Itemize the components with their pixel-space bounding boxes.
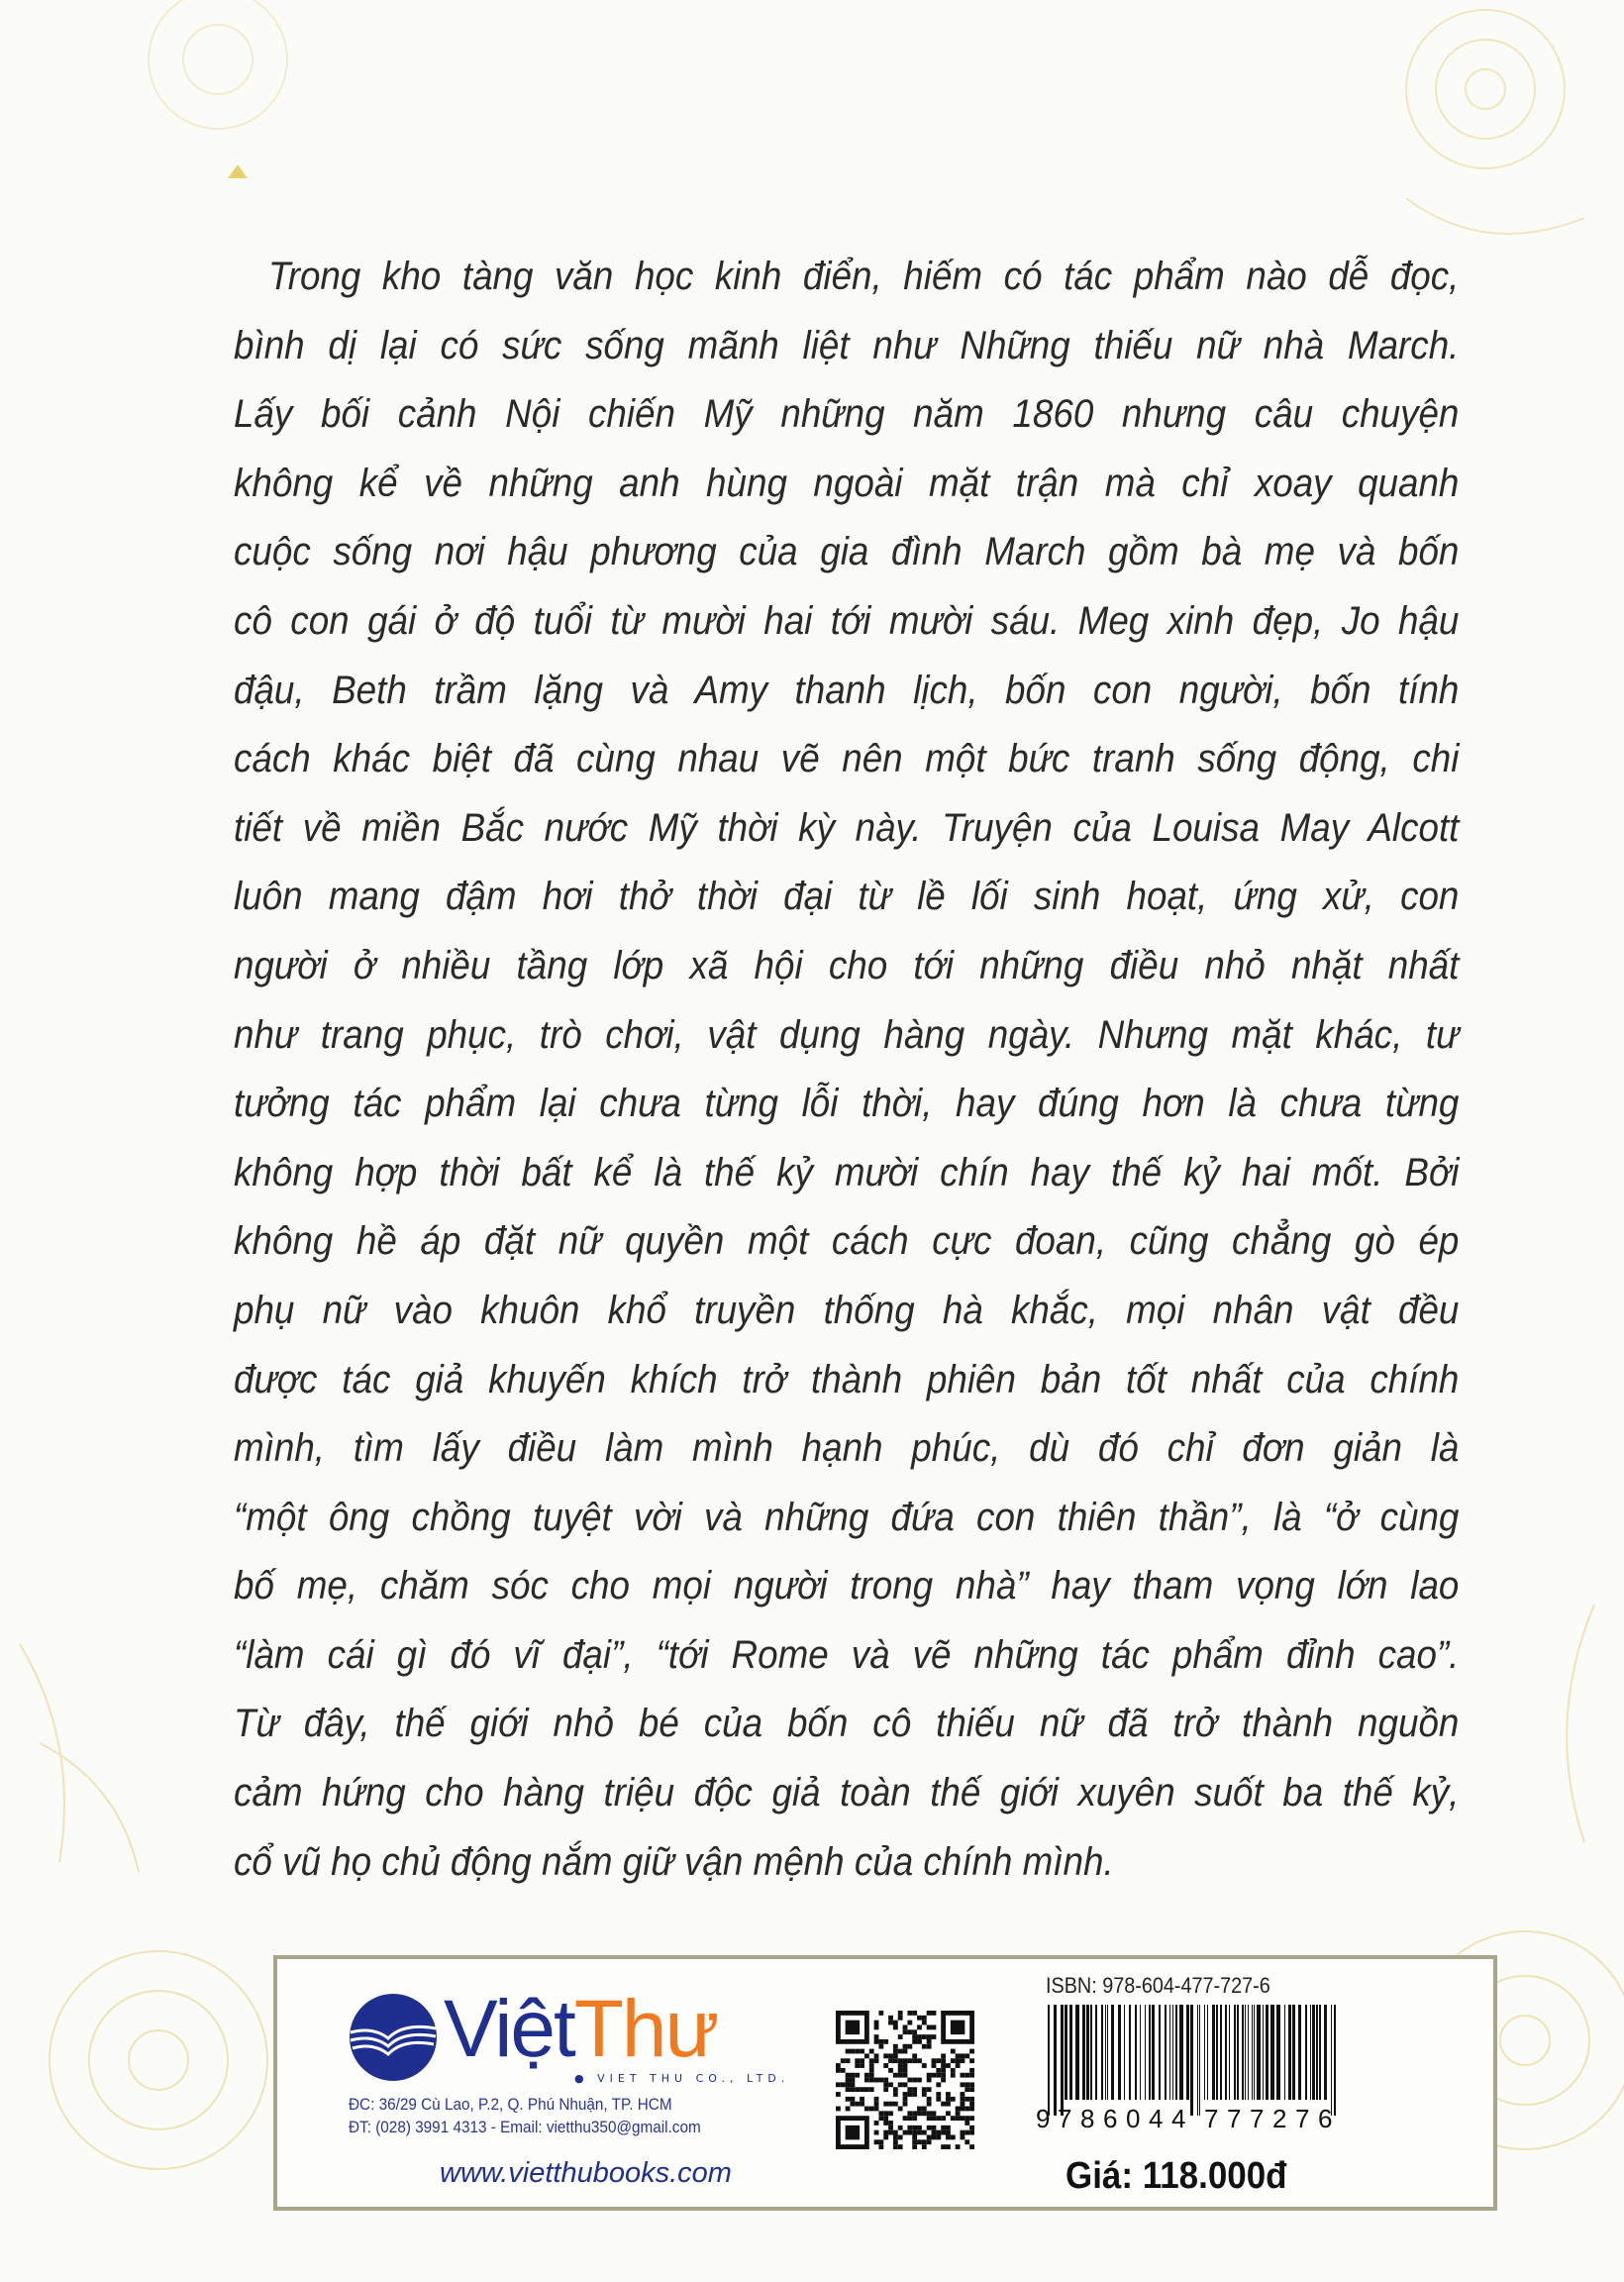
barcode-bar — [1242, 2005, 1244, 2100]
description-line: bố mẹ, chăm sóc cho mọi người trong nhà” hay tham vọng lớn lao — [234, 1564, 1460, 1608]
barcode-bar — [1237, 2005, 1239, 2100]
barcode-bar — [1245, 2005, 1246, 2100]
barcode-digit: 2 — [1272, 2104, 1287, 2131]
barcode-digit: 4 — [1149, 2104, 1164, 2131]
barcode-bar — [1065, 2005, 1067, 2100]
description-line: không kể về những anh hùng ngoài mặt trận mà chỉ xoay quanh — [234, 461, 1460, 505]
description-line: cuộc sống nơi hậu phương của gia đình March gồm bà mẹ và bốn — [234, 530, 1460, 574]
barcode-bar — [1334, 2005, 1336, 2116]
barcode-bar — [1216, 2005, 1218, 2100]
description-line: cô con gái ở độ tuổi từ mười hai tới mười sáu. Meg xinh đẹp, Jo hậu — [234, 598, 1460, 643]
barcode-bar — [1225, 2005, 1227, 2100]
description-line: “một ông chồng tuyệt vời và những đứa con thiên thần”, là “ở cùng — [234, 1495, 1460, 1539]
barcode-bar — [1324, 2005, 1327, 2100]
barcode-bar — [1288, 2005, 1291, 2100]
barcode-bar — [1129, 2005, 1131, 2100]
barcode-digit: 7 — [1058, 2104, 1072, 2131]
description-line: người ở nhiều tầng lớp xã hội cho tới những điều nhỏ nhặt nhất — [234, 943, 1460, 987]
barcode-bar — [1331, 2005, 1332, 2116]
description-line: phụ nữ vào khuôn khổ truyền thống hà khắc, mọi nhân vật đều — [234, 1288, 1460, 1332]
barcode-bar — [1086, 2005, 1089, 2100]
barcode-digit: 7 — [1204, 2104, 1219, 2131]
description-line: được tác giả khuyến khích trở thành phiên bản tốt nhất của chính — [234, 1357, 1460, 1401]
vietthu-logo-icon — [349, 1993, 438, 2082]
barcode-bar — [1101, 2005, 1103, 2100]
publisher-website[interactable]: www.vietthubooks.com — [440, 2157, 732, 2189]
barcode-digit: 0 — [1126, 2104, 1141, 2131]
barcode-bar — [1061, 2005, 1064, 2116]
description-line: Trong kho tàng văn học kinh điển, hiếm có tác phẩm nào dễ đọc, — [267, 255, 1460, 298]
barcode-digit: 7 — [1295, 2104, 1310, 2131]
barcode-bar — [1179, 2005, 1183, 2100]
publisher-contact: ĐT: (028) 3991 4313 - Email: vietthu350@gmail.com — [349, 2118, 701, 2136]
barcode-bar — [1090, 2005, 1092, 2100]
publisher-address: ĐC: 36/29 Cù Lao, P.2, Q. Phú Nhuận, TP. HCM — [349, 2095, 672, 2114]
barcode-bar — [1319, 2005, 1321, 2100]
barcode-digit: 8 — [1080, 2104, 1095, 2131]
barcode-bar — [1270, 2005, 1274, 2100]
barcode-bar — [1165, 2005, 1167, 2100]
barcode-bar — [1310, 2005, 1311, 2100]
barcode-bar — [1149, 2005, 1151, 2100]
barcode-bar — [1095, 2005, 1097, 2100]
barcode-digit: 6 — [1103, 2104, 1118, 2131]
barcode-bar — [1284, 2005, 1285, 2100]
barcode-bar — [1145, 2005, 1146, 2100]
barcode-bar — [1254, 2005, 1255, 2100]
barcode-bar — [1190, 2005, 1193, 2116]
brand-viet: Việt — [444, 1984, 574, 2074]
barcode-bar — [1316, 2005, 1318, 2100]
barcode-bar — [1118, 2005, 1121, 2100]
price: Giá: 118.000đ — [1066, 2155, 1287, 2197]
description-line: Lấy bối cảnh Nội chiến Mỹ những năm 1860 nhưng câu chuyện — [234, 392, 1460, 437]
barcode-bar — [1197, 2005, 1198, 2116]
barcode-bar — [1135, 2005, 1137, 2100]
barcode-digit: 7 — [1250, 2104, 1265, 2131]
barcode-bar — [1266, 2005, 1269, 2100]
description-line: không hề áp đặt nữ quyền một cách cực đoan, cũng chẳng gò ép — [234, 1219, 1460, 1264]
barcode-bar — [1124, 2005, 1125, 2100]
barcode-bar — [1212, 2005, 1215, 2100]
barcode-digit: 4 — [1171, 2104, 1186, 2131]
description-line: cảm hứng cho hàng triệu độc giả toàn thế giới xuyên suốt ba thế kỷ, — [234, 1771, 1460, 1815]
barcode-bar — [1199, 2005, 1200, 2116]
book-description — [234, 243, 1460, 1897]
description-line: đậu, Beth trầm lặng và Amy thanh lịch, bốn con người, bốn tính — [234, 668, 1460, 712]
description-line: tưởng tác phẩm lại chưa từng lỗi thời, hay đúng hơn là chưa từng — [234, 1082, 1460, 1126]
barcode-bar — [1054, 2005, 1057, 2116]
barcode-bar — [1263, 2005, 1264, 2100]
publisher-brand — [444, 1985, 717, 2074]
isbn-barcode — [1034, 2005, 1347, 2131]
barcode-bar — [1111, 2005, 1114, 2100]
barcode-bar — [1257, 2005, 1261, 2100]
barcode-bar — [1298, 2005, 1301, 2100]
barcode-bar — [1159, 2005, 1161, 2100]
publisher-info-box — [273, 1955, 1497, 2211]
barcode-bar — [1207, 2005, 1208, 2100]
description-line: bình dị lại có sức sống mãnh liệt như Những thiếu nữ nhà March. — [234, 323, 1460, 367]
barcode-bar — [1172, 2005, 1173, 2100]
barcode-bar — [1220, 2005, 1222, 2100]
description-line: cách khác biệt đã cùng nhau vẽ nên một bức tranh sống động, chi — [234, 737, 1460, 781]
barcode-bar — [1186, 2005, 1189, 2100]
barcode-bar — [1105, 2005, 1106, 2100]
description-line: cổ vũ họ chủ động nắm giữ vận mệnh của chính mình. — [234, 1839, 1114, 1884]
barcode-bar — [1276, 2005, 1280, 2100]
barcode-bar — [1107, 2005, 1108, 2100]
barcode-bar — [1082, 2005, 1085, 2100]
description-line: luôn mang đậm hơi thở thời đại từ lề lối sinh hoạt, ứng xử, con — [234, 875, 1460, 919]
qr-code[interactable] — [836, 2011, 974, 2149]
description-line: tiết về miền Bắc nước Mỹ thời kỳ này. Truyện của Louisa May Alcott — [234, 805, 1460, 850]
company-name: ● VIET THU CO., LTD. — [574, 2072, 790, 2085]
barcode-bar — [1204, 2005, 1205, 2100]
barcode-bar — [1140, 2005, 1141, 2100]
brand-thu: Thư — [573, 1984, 718, 2074]
barcode-bar — [1234, 2005, 1236, 2100]
barcode-bar — [1152, 2005, 1155, 2100]
barcode-bar — [1075, 2005, 1079, 2100]
barcode-digit: 6 — [1318, 2104, 1333, 2131]
barcode-digit: 7 — [1227, 2104, 1242, 2131]
description-line: Từ đây, thế giới nhỏ bé của bốn cô thiếu nữ đã trở thành nguồn — [234, 1702, 1460, 1746]
isbn: ISBN: 978-604-477-727-6 — [1046, 1973, 1270, 1998]
barcode-digit: 9 — [1036, 2104, 1051, 2131]
barcode-bar — [1069, 2005, 1072, 2100]
barcode-bar — [1048, 2005, 1050, 2116]
barcode-bar — [1312, 2005, 1315, 2100]
barcode-bar — [1175, 2005, 1177, 2100]
floral-decoration-top-left — [99, 0, 396, 218]
barcode-bar — [1169, 2005, 1170, 2100]
barcode-bar — [1292, 2005, 1295, 2100]
barcode-bar — [1252, 2005, 1253, 2100]
description-line: mình, tìm lấy điều làm mình hạnh phúc, dù đó chỉ đơn giản là — [234, 1426, 1460, 1471]
barcode-bar — [1229, 2005, 1230, 2100]
barcode-bar — [1248, 2005, 1249, 2100]
description-line: “làm cái gì đó vĩ đại”, “tới Rome và vẽ những tác phẩm đỉnh cao”. — [234, 1632, 1460, 1677]
barcode-bar — [1305, 2005, 1307, 2100]
description-line: như trang phục, trò chơi, vật dụng hàng ngày. Nhưng mặt khác, tư — [234, 1012, 1460, 1057]
description-line: không hợp thời bất kể là thế kỷ mười chín hay thế kỷ hai mốt. Bởi — [234, 1150, 1460, 1194]
